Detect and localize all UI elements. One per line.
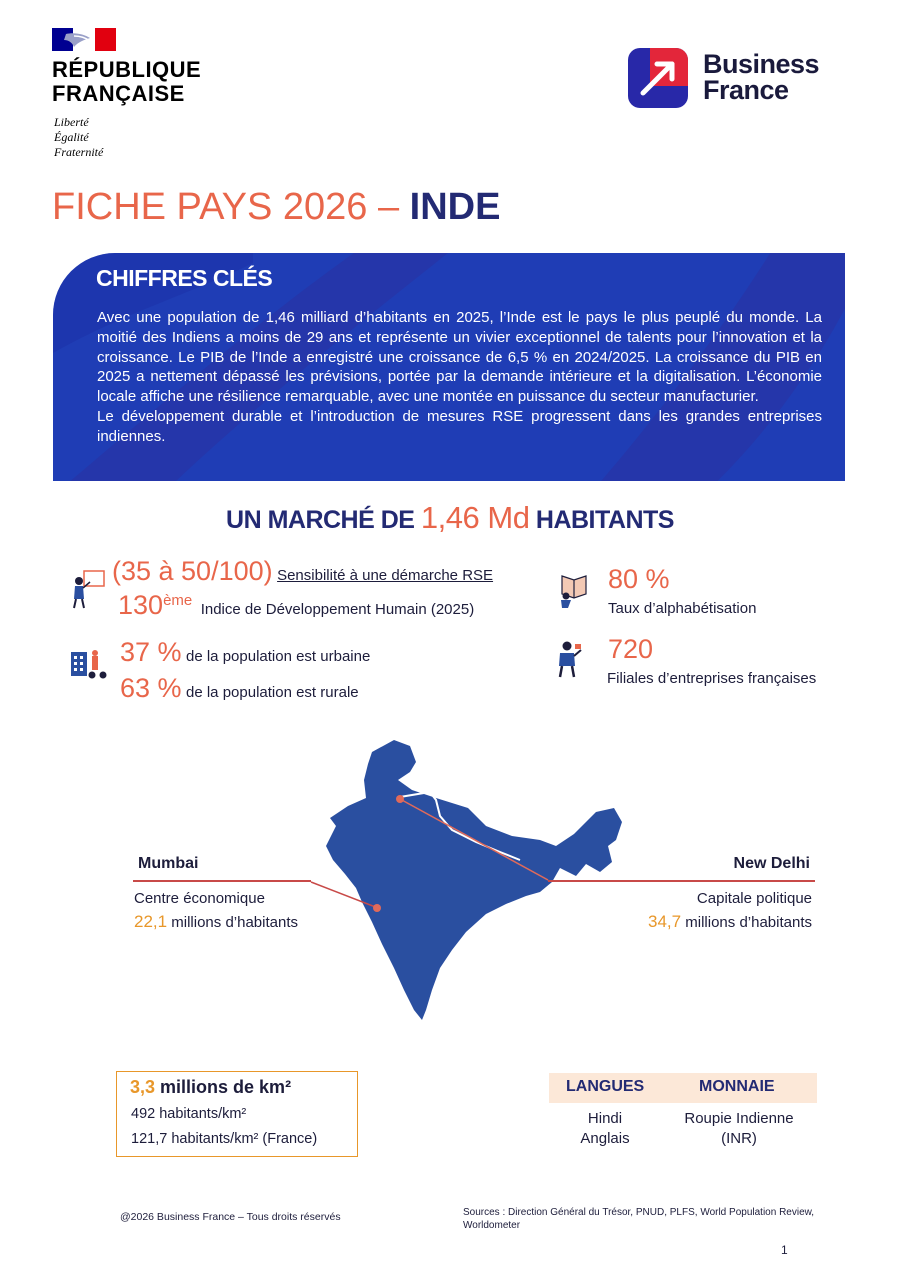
hdi-label: Indice de Développement Humain (2025): [200, 601, 475, 618]
hdi-suffix: ème: [163, 592, 193, 609]
delhi-line: [548, 880, 815, 882]
key-figures-paragraph: Avec une population de 1,46 milliard d’habitants en 2025, l’Inde est le pays le plus peuplé du monde. La moitié des Indiens a moins de 29 ans et représente un vivier exceptionnel de talents pour l’innovation et la croissance. Le PIB de l’Inde a enregistré une croissance de 6,5 % en 2024/2025. La croissance du PIB en 2025 a nettement dépassé les prévisions, portée par la demande intérieure et la digitalisation. L’économie locale affiche une résilience remarquable, avec une montée en puissance du secteur manufacturier.: [97, 309, 822, 406]
density-india: 492 habitants/km²: [131, 1106, 247, 1122]
mumbai-name: Mumbai: [138, 855, 199, 872]
languages-heading: LANGUES: [566, 1078, 645, 1095]
delhi-name: New Delhi: [733, 855, 810, 872]
page-number: 1: [781, 1243, 788, 1257]
business-france-name: Business France: [703, 49, 820, 105]
rural-value: 63 %: [120, 673, 182, 703]
reading-book-icon: [556, 572, 592, 608]
copyright: @2026 Business France – Tous droits réservés: [120, 1211, 341, 1223]
mumbai-info: [134, 887, 298, 934]
key-figures-panel: [53, 253, 845, 481]
rse-label: Sensibilité à une démarche RSE: [277, 567, 494, 584]
languages-list: [555, 1109, 655, 1149]
literacy-label: Taux d’alphabétisation: [608, 600, 757, 617]
presenter-icon: [70, 567, 106, 609]
hdi-stat: [118, 590, 474, 621]
marianne-logo: [52, 28, 116, 51]
delhi-population-value: 34,7: [648, 912, 682, 931]
mumbai-population-label: millions d’habitants: [167, 914, 298, 931]
business-france-logo: [628, 48, 688, 108]
currency-item: Roupie Indienne: [684, 1110, 794, 1127]
literacy-value: 80 %: [608, 564, 670, 594]
subsidiaries-value: 720: [608, 634, 654, 664]
area-value: 3,3 millions de km²: [130, 1077, 292, 1097]
key-figures-paragraph: Le développement durable et l’introduction de mesures RSE progressent dans les grandes entreprises indiennes.: [97, 407, 822, 445]
republic-motto: Liberté Égalité Fraternité: [54, 115, 104, 159]
rse-value: (35 à 50/100): [112, 556, 273, 586]
businessperson-icon: [555, 640, 583, 678]
subsidiaries-label: Filiales d’entreprises françaises: [607, 670, 817, 687]
currency-list: [668, 1109, 810, 1149]
delhi-info: [648, 887, 812, 934]
rse-stat: [112, 556, 493, 587]
language-item: Hindi: [587, 1110, 623, 1127]
market-headline: UN MARCHÉ DE 1,46 Md HABITANTS: [226, 500, 674, 535]
republique-francaise-name: RÉPUBLIQUE FRANÇAISE: [52, 57, 202, 106]
city-building-icon: [70, 648, 108, 680]
currency-heading: MONNAIE: [699, 1078, 775, 1095]
delhi-population-label: millions d’habitants: [681, 914, 812, 931]
rural-stat: [120, 673, 359, 704]
urban-value: 37 %: [120, 637, 182, 667]
delhi-role: Capitale politique: [696, 890, 812, 907]
language-item: Anglais: [580, 1130, 630, 1147]
mumbai-population-value: 22,1: [134, 912, 168, 931]
mumbai-line: [133, 880, 311, 882]
rural-label: de la population est rurale: [186, 684, 359, 701]
urban-label: de la population est urbaine: [186, 648, 371, 665]
currency-item: (INR): [721, 1130, 757, 1147]
key-figures-text: [97, 308, 822, 447]
urban-stat: [120, 637, 370, 668]
mumbai-role: Centre économique: [134, 890, 265, 907]
density-france: 121,7 habitants/km² (France): [131, 1131, 318, 1147]
sources: Sources : Direction Général du Trésor, PNUD, PLFS, World Population Review, Worldometer: [463, 1207, 815, 1231]
hdi-value: 130: [118, 590, 164, 620]
key-figures-heading: CHIFFRES CLÉS: [96, 265, 273, 291]
page-title: FICHE PAYS 2026 – INDE: [52, 186, 501, 228]
